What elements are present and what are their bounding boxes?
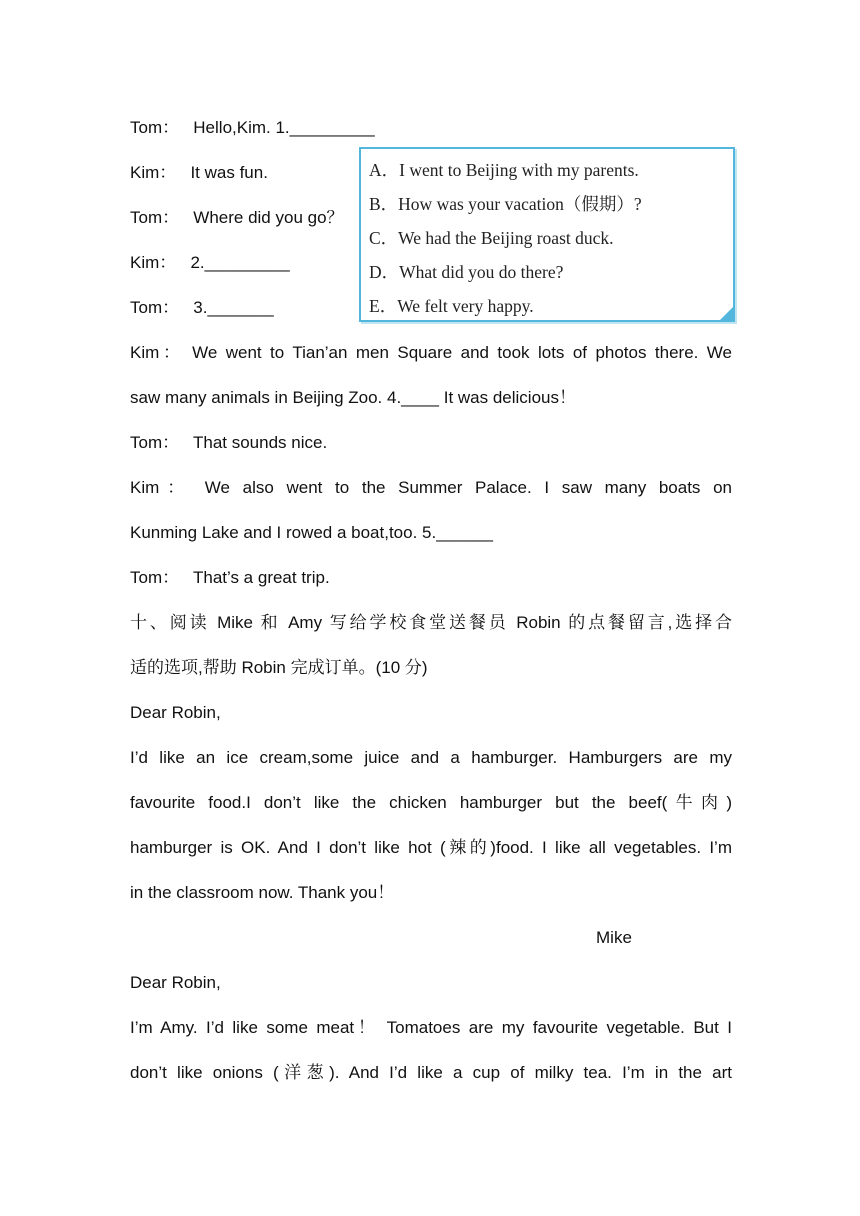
dialogue-line: Tom： Where did you go？ bbox=[130, 208, 344, 227]
dialogue-line: Kim： We went to Tian’an men Square and took lots of photos there. We bbox=[130, 343, 732, 362]
dialogue-line: Kim： 2._________ bbox=[130, 253, 290, 272]
letter-line: hamburger is OK. And I don’t like hot (辣的)food. I like all vegetables. I’m bbox=[130, 838, 732, 857]
letter-line: don’t like onions (洋葱). And I’d like a cup of milky tea. I’m in the art bbox=[130, 1063, 732, 1082]
dialogue-line: Tom： Hello,Kim. 1._________ bbox=[130, 118, 375, 137]
dialogue-line: Kim： We also went to the Summer Palace. I saw many boats on bbox=[130, 478, 732, 497]
letter-line: I’m Amy. I’d like some meat！ Tomatoes are my favourite vegetable. But I bbox=[130, 1018, 732, 1037]
section-heading: 十、阅读 Mike 和 Amy 写给学校食堂送餐员 Robin 的点餐留言,选择合 bbox=[130, 613, 732, 632]
dialogue-line: Tom： That’s a great trip. bbox=[130, 568, 330, 587]
letter-line: I’d like an ice cream,some juice and a hamburger. Hamburgers are my bbox=[130, 748, 732, 767]
option-a: A．I went to Beijing with my parents. bbox=[369, 160, 639, 180]
letter-signature: Mike bbox=[596, 928, 632, 947]
option-d: D．What did you do there? bbox=[369, 262, 564, 282]
dialogue-line: Tom： 3._______ bbox=[130, 298, 274, 317]
dialogue-line: Tom： That sounds nice. bbox=[130, 433, 328, 452]
options-box bbox=[359, 147, 735, 322]
letter-greeting: Dear Robin, bbox=[130, 973, 221, 992]
option-c: C．We had the Beijing roast duck. bbox=[369, 228, 614, 248]
option-b: B．How was your vacation（假期）? bbox=[369, 194, 642, 214]
letter-greeting: Dear Robin, bbox=[130, 703, 221, 722]
option-e: E．We felt very happy. bbox=[369, 296, 534, 316]
dialogue-line: Kim： It was fun. bbox=[130, 163, 268, 182]
letter-line: in the classroom now. Thank you！ bbox=[130, 883, 395, 902]
dialogue-line: Kunming Lake and I rowed a boat,too. 5.______ bbox=[130, 523, 493, 542]
dialogue-line: saw many animals in Beijing Zoo. 4.____ It was delicious！ bbox=[130, 388, 576, 407]
page-fold-inner bbox=[719, 306, 733, 320]
section-heading: 适的选项,帮助 Robin 完成订单。(10 分) bbox=[130, 658, 428, 677]
letter-line: favourite food.I don’t like the chicken hamburger but the beef(牛肉) bbox=[130, 793, 732, 812]
